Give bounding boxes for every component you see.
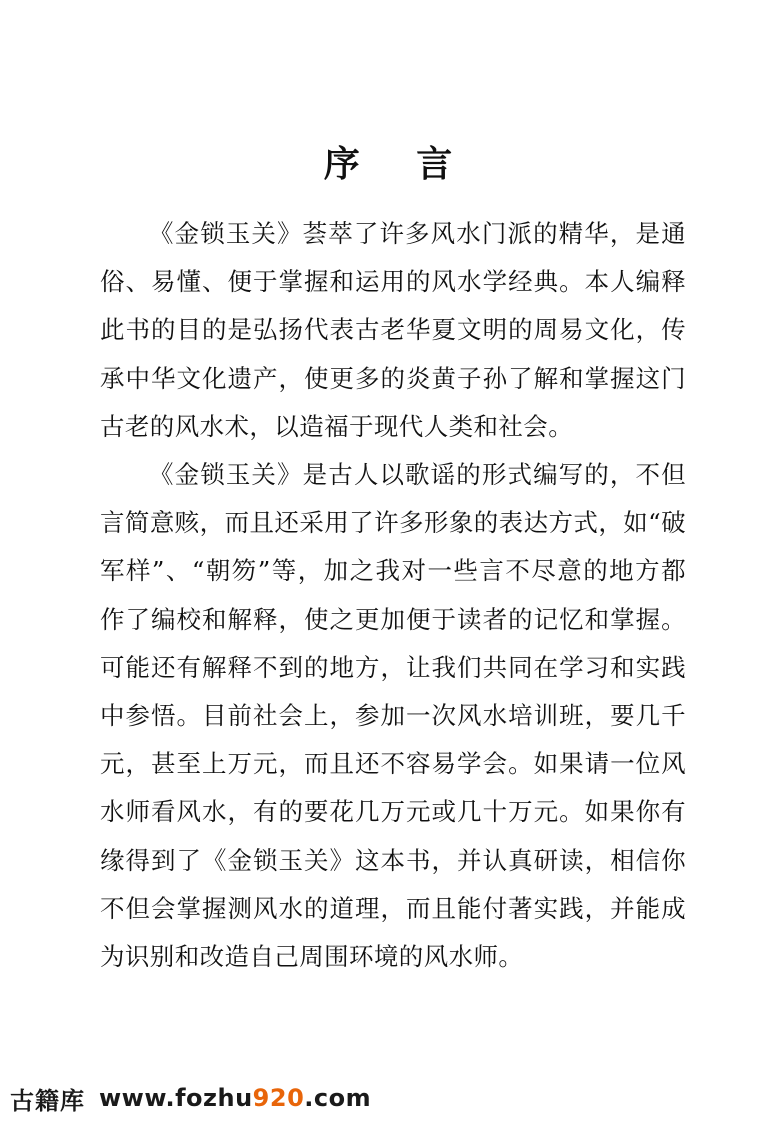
- page-title: 序 言: [323, 143, 475, 185]
- watermark-url-suffix: .com: [304, 1084, 372, 1112]
- watermark-site-name: 古籍库: [10, 1086, 85, 1115]
- preface-body: [100, 210, 686, 981]
- watermark-footer: [10, 1078, 371, 1118]
- paragraph-2: 《金锁玉关》是古人以歌谣的形式编写的，不但言简意赅，而且还采用了许多形象的表达方式，如“破军样”、“朝笏”等，加之我对一些言不尽意的地方都作了编校和解释，使之更加便于读者的记忆和掌握。可能还有解释不到的地方，让我们共同在学习和实践中参悟。目前社会上，参加一次风水培训班，要几千元，甚至上万元，而且还不容易学会。如果请一位风水师看风水，有的要花几万元或几十万元。如果你有缘得到了《金锁玉关》这本书，并认真研读，相信你不但会掌握测风水的道理，而且能付著实践，并能成为识别和改造自己周围环境的风水师。: [100, 460, 686, 972]
- watermark-url-prefix: www.fozhu: [99, 1084, 253, 1112]
- paragraph-1: 《金锁玉关》荟萃了许多风水门派的精华，是通俗、易懂、便于掌握和运用的风水学经典。本人编释此书的目的是弘扬代表古老华夏文明的周易文化，传承中华文化遗产，使更多的炎黄子孙了解和掌握这门古老的风水术，以造福于现代人类和社会。: [100, 219, 686, 441]
- watermark-url-number: 920: [252, 1084, 305, 1112]
- watermark-url: [99, 1084, 371, 1112]
